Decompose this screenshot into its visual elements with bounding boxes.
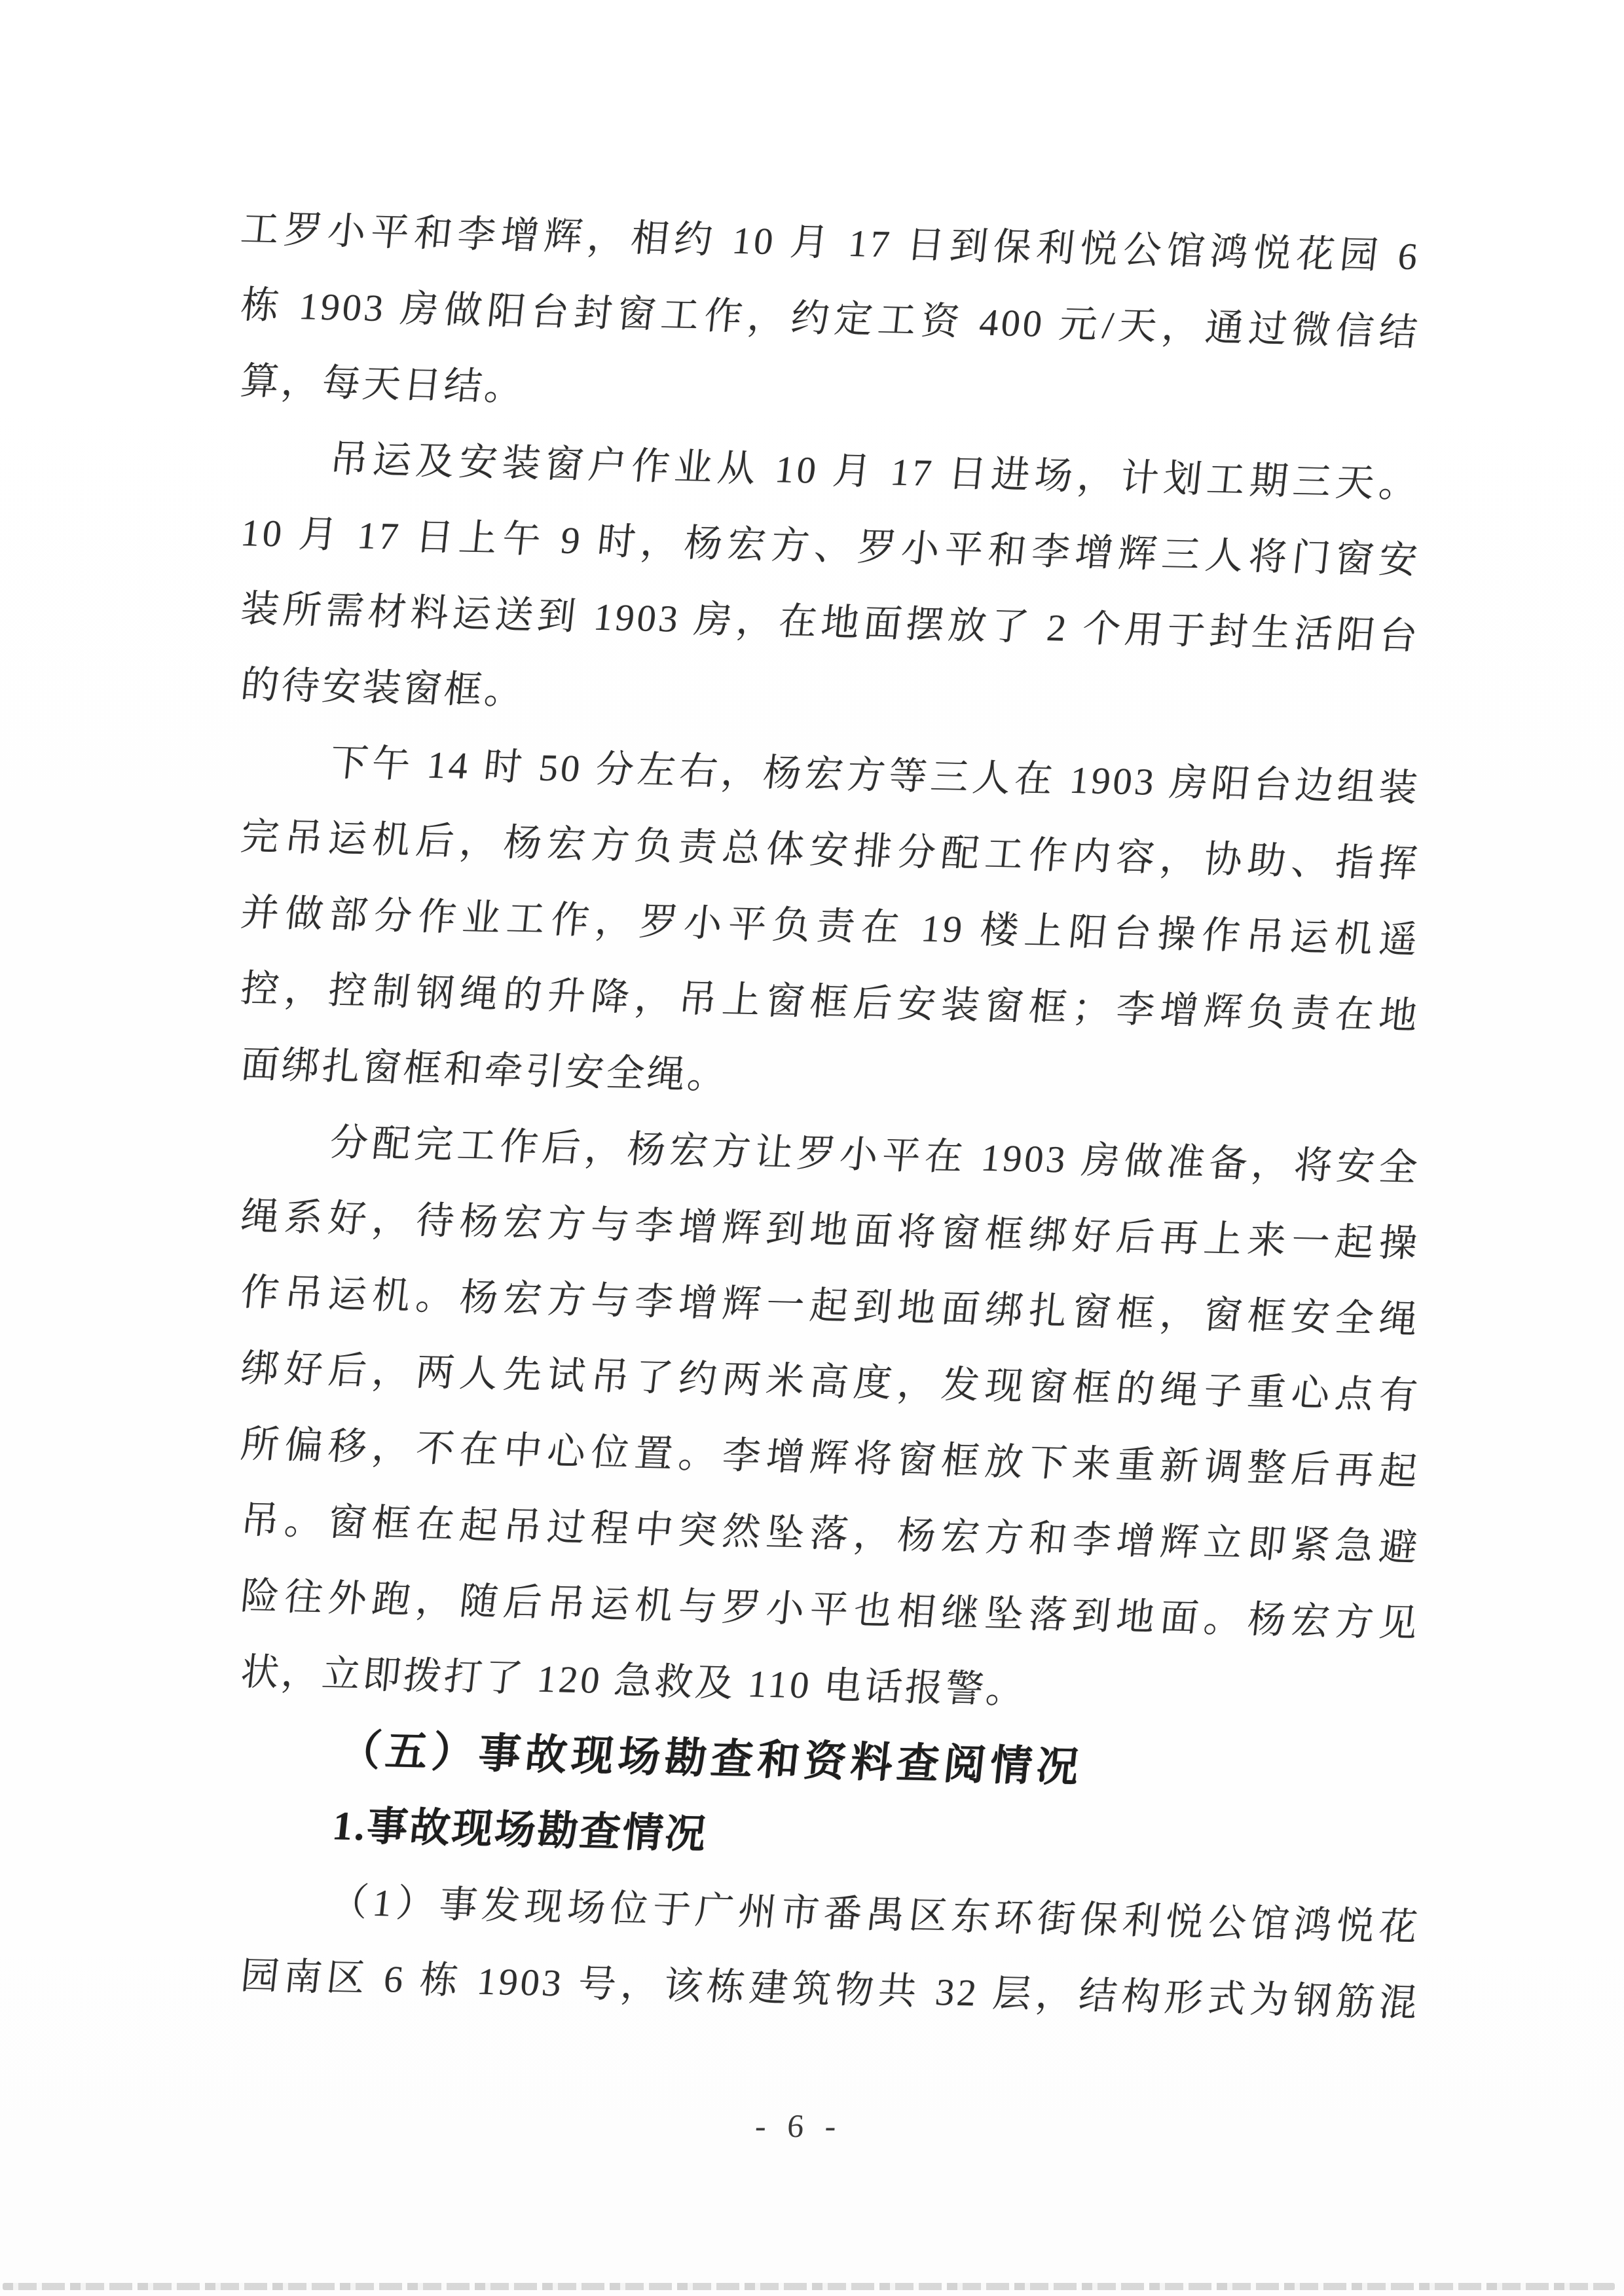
body-line: 面绑扎窗框和牵引安全绳。 [238,1043,731,1097]
page-number: - 6 - [754,2107,844,2144]
document-text [238,191,1422,2041]
body-line: 栋 1903 房做阳台封窗工作，约定工资 400 元/天，通过微信结 [238,283,1422,354]
body-line: 控，控制钢绳的升降，吊上窗框后安装窗框；李增辉负责在地 [238,967,1422,1038]
body-line: 完吊运机后，杨宏方负责总体安排分配工作内容，协助、指挥 [238,815,1422,886]
body-line: 分配完工作后，杨宏方让罗小平在 1903 房做准备，将安全 [327,1121,1422,1190]
body-line: 吊。窗框在起吊过程中突然坠落，杨宏方和李增辉立即紧急避 [238,1499,1422,1569]
body-line: （1）事发现场位于广州市番禺区东环街保利悦公馆鸿悦花 [327,1880,1422,1949]
body-line: 绑好后，两人先试吊了约两米高度，发现窗框的绳子重心点有 [238,1347,1422,1417]
body-line: 吊运及安装窗户作业从 10 月 17 日进场，计划工期三天。 [327,437,1422,506]
body-line: 装所需材料运送到 1903 房，在地面摆放了 2 个用于封生活阳台 [238,587,1422,658]
body-line: 作吊运机。杨宏方与李增辉一起到地面绑扎窗框，窗框安全绳 [238,1271,1422,1341]
body-line: 算，每天日结。 [238,359,528,409]
body-line: 状，立即拨打了 120 急救及 110 电话报警。 [238,1650,1029,1712]
section-heading: （五）事故现场勘查和资料查阅情况 [337,1726,1086,1791]
body-line: 所偏移，不在中心位置。李增辉将窗框放下来重新调整后再起 [238,1423,1422,1493]
body-line: 下午 14 时 50 分左右，杨宏方等三人在 1903 房阳台边组装 [327,741,1422,810]
body-line: 的待安装窗框。 [238,663,528,713]
subsection-heading: 1.事故现场勘查情况 [330,1804,710,1857]
body-line: 险往外跑，随后吊运机与罗小平也相继坠落到地面。杨宏方见 [238,1575,1422,1645]
body-line: 并做部分作业工作，罗小平负责在 19 楼上阳台操作吊运机遥 [238,891,1422,962]
body-line: 10 月 17 日上午 9 时，杨宏方、罗小平和李增辉三人将门窗安 [238,511,1422,582]
body-line: 绳系好，待杨宏方与李增辉到地面将窗框绑好后再上来一起操 [238,1195,1422,1266]
body-line: 园南区 6 栋 1903 号，该栋建筑物共 32 层，结构形式为钢筋混 [238,1954,1422,2025]
scan-noise-band [3,2283,1615,2290]
body-line: 工罗小平和李增辉，相约 10 月 17 日到保利悦公馆鸿悦花园 6 [238,208,1422,278]
